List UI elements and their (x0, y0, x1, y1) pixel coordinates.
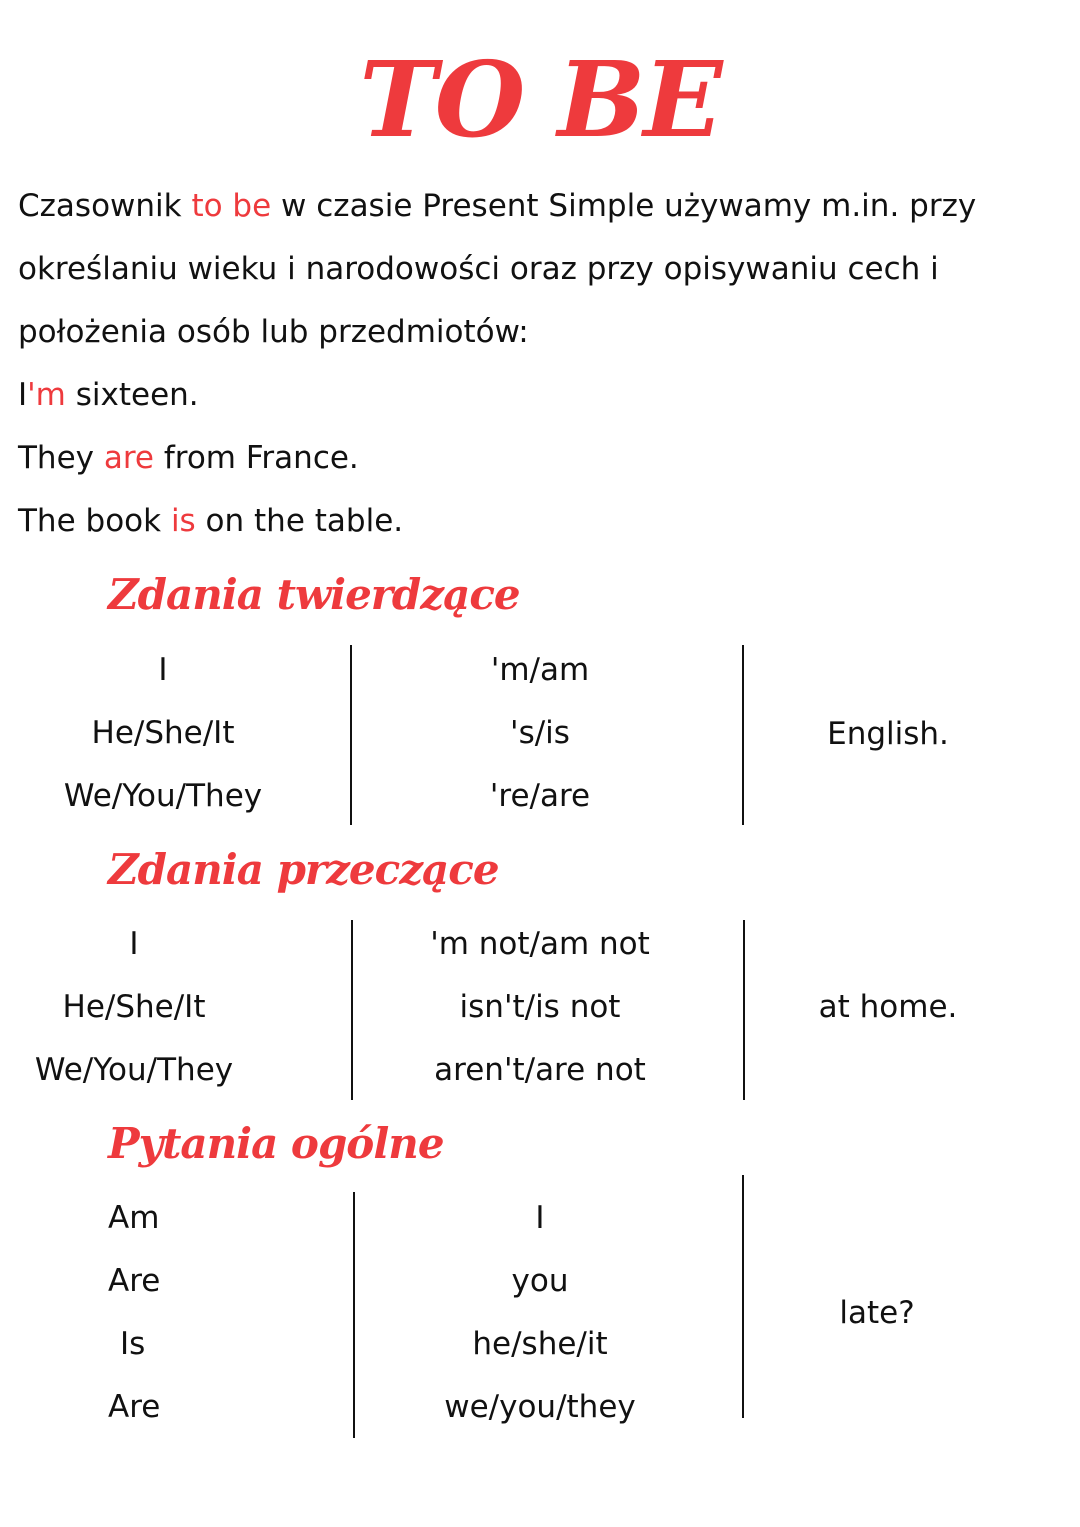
intro-line-3: położenia osób lub przedmiotów: (18, 314, 529, 350)
question-subject-cell: we/you/they (444, 1389, 636, 1425)
question-subject-cell: he/she/it (472, 1326, 608, 1362)
example-text: They (18, 440, 104, 476)
intro-text: w czasie Present Simple używamy m.in. przy (271, 188, 977, 224)
section-heading-questions: Pytania ogólne (108, 1119, 444, 1168)
intro-text: Czasownik (18, 188, 192, 224)
example-verb: are (103, 440, 154, 476)
page-title: TO BE (359, 38, 721, 161)
example-text: sixteen. (65, 377, 199, 413)
question-verb-cell: Is (120, 1326, 146, 1362)
column-divider (353, 1192, 355, 1438)
verb-cell: 'm/am (490, 652, 590, 688)
subject-cell: He/She/It (62, 989, 206, 1025)
section-heading-negative: Zdania przeczące (108, 845, 499, 894)
subject-cell: We/You/They (63, 778, 263, 814)
subject-cell: We/You/They (34, 1052, 234, 1088)
verb-cell: 's/is (510, 715, 570, 751)
intro-line-2: określaniu wieku i narodowości oraz przy opisywaniu cech i (18, 251, 939, 287)
example-verb: 'm (27, 377, 66, 413)
verb-cell: aren't/are not (434, 1052, 646, 1088)
question-subject-cell: I (535, 1200, 545, 1236)
section-heading-affirmative: Zdania twierdzące (108, 570, 520, 619)
question-verb-cell: Are (108, 1263, 161, 1299)
example-text: on the table. (195, 503, 404, 539)
example-text: The book (18, 503, 171, 539)
verb-cell: 'm not/am not (430, 926, 650, 962)
example-sentence (18, 501, 403, 541)
example-text: from France. (154, 440, 359, 476)
column-divider (743, 920, 745, 1100)
column-divider (742, 1175, 744, 1418)
example-text: I (18, 377, 28, 413)
subject-cell: I (158, 652, 168, 688)
column-divider (350, 645, 352, 825)
subject-cell: He/She/It (91, 715, 235, 751)
example-sentence (18, 438, 359, 478)
column-divider (351, 920, 353, 1100)
verb-cell: 're/are (489, 778, 591, 814)
intro-highlight: to be (191, 188, 272, 224)
question-verb-cell: Am (108, 1200, 160, 1236)
example-verb: is (170, 503, 196, 539)
verb-cell: isn't/is not (459, 989, 621, 1025)
question-verb-cell: Are (108, 1389, 161, 1425)
example-sentence (18, 375, 199, 415)
complement-cell: at home. (818, 989, 958, 1025)
complement-cell: late? (839, 1295, 915, 1331)
intro-line-1 (18, 186, 976, 226)
complement-cell: English. (827, 716, 949, 752)
subject-cell: I (129, 926, 139, 962)
column-divider (742, 645, 744, 825)
question-subject-cell: you (511, 1263, 569, 1299)
